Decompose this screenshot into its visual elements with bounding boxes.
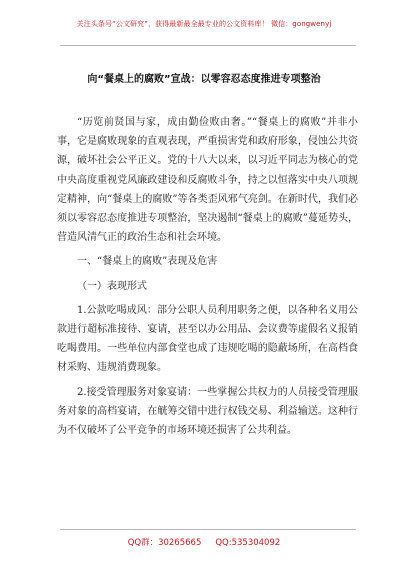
body-paragraph: 2.接受管理服务对象宴请：一些掌握公共权力的人员接受管理服务对象的高档宴请，在觥筹交错中进行权钱交易、利益输送。这种行为不仅破坏了公平竞争的市场环境还损害了公共利益。 [57,386,358,437]
header-divider [60,45,356,46]
subsection-heading: （一）表现形式 [77,280,147,292]
document-title: 向“餐桌上的腐败”宣战：以零容忍态度推进专项整治 [87,74,321,85]
footer-divider [60,529,356,530]
intro-paragraph: “历览前贤国与家，成由勤俭败由奢。”“餐桌上的腐败”并非小事，它是腐败现象的直观表现，严重损害党和政府形象，侵蚀公共资源，破坏社会公平正义。党的十八大以来，以习近平同志为核心的党中央高度重视党风廉政建设和反腐败斗争，持之以恒落实中央八项规定精神，向“餐桌上的腐败”等各类歪风邪气亮剑。在新时代，我们必须以零容忍态度推进专项整治，坚决遏制“餐桌上的腐败”蔓延势头，营造风清气正的政治生态和社会环境。 [57,117,358,244]
page-header: 关注头条号“公文研究”，获得最新最全最专业的公文资料库！ 微信：gongwenyj [76,20,332,28]
body-paragraph: 1.公款吃喝成风：部分公职人员利用职务之便，以各种名义用公款进行超标准接待、宴请，甚至以办公用品、会议费等虚假名义报销吃喝费用。一些单位内部食堂也成了违规吃喝的隐蔽场所，在高档食材采购、违规消费现象。 [57,304,358,374]
section-heading: 一、“餐桌上的腐败”表现及危害 [77,256,218,268]
page-footer [0,536,408,548]
qq-contact: QQ:535304092 [215,538,281,548]
qq-group: QQ群：30265665 [127,538,202,548]
document-body [57,113,358,440]
